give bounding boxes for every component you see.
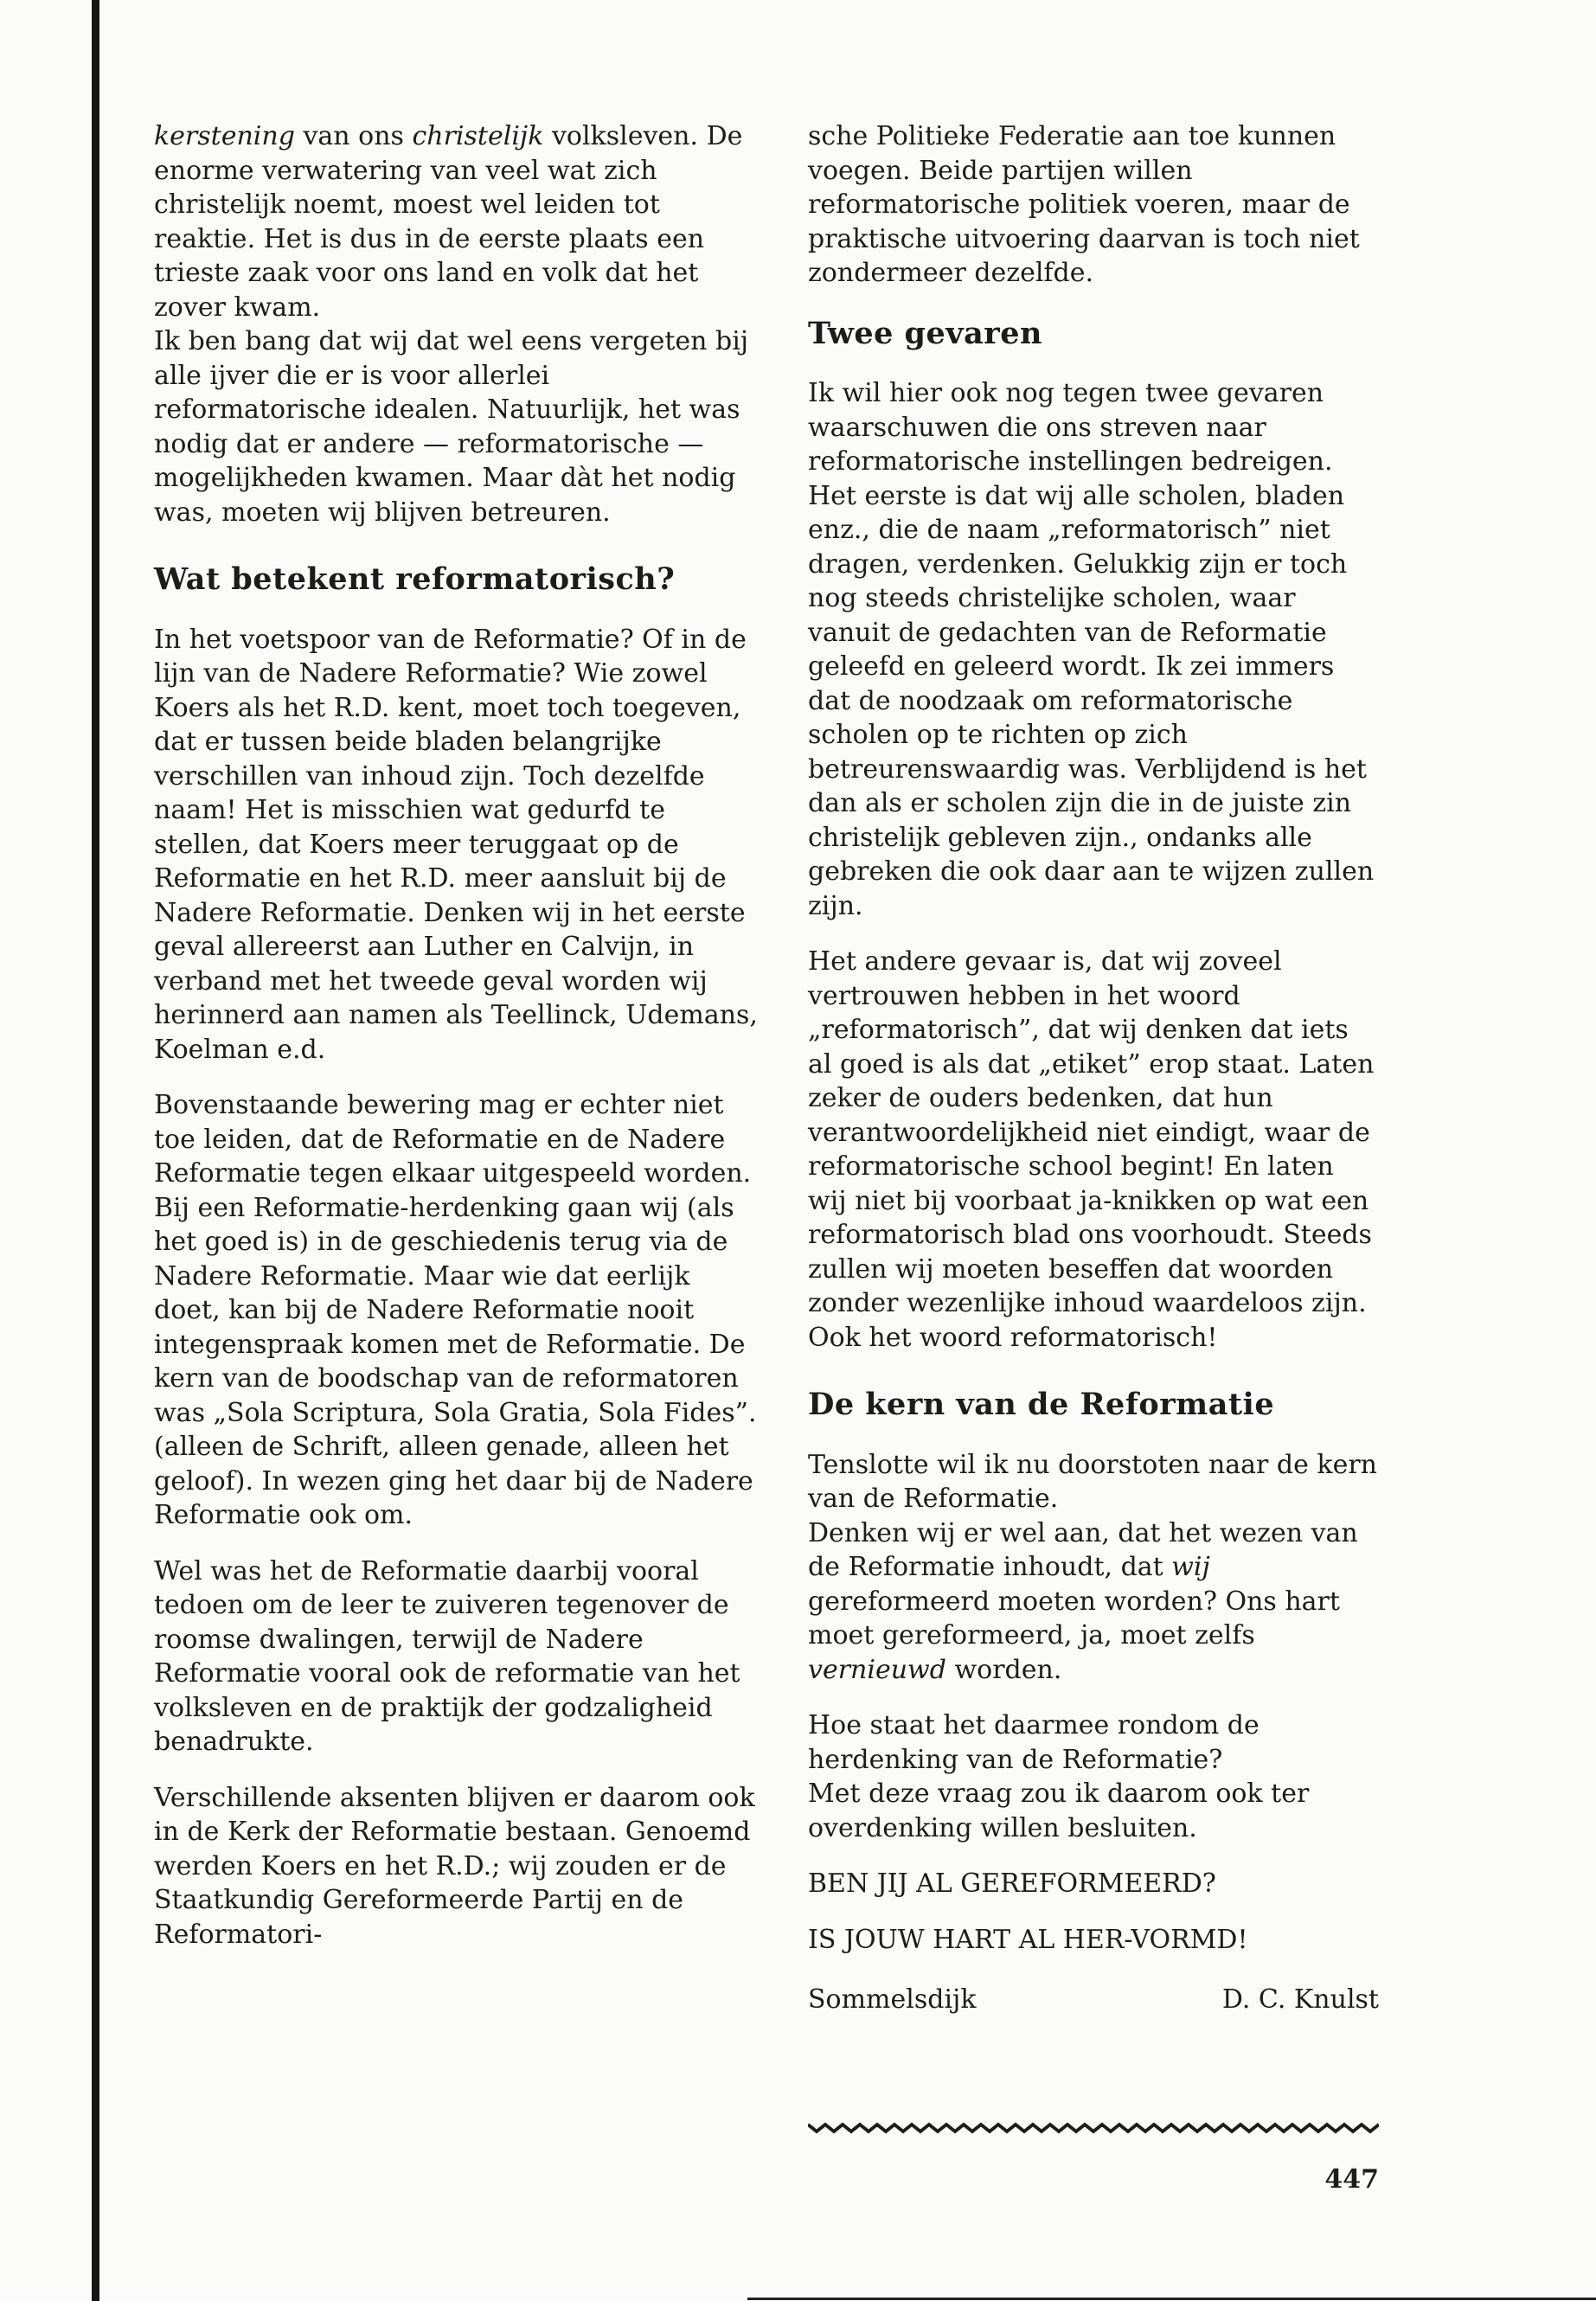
paragraph: Met deze vraag zou ik daarom ook ter overdenking willen besluiten.: [808, 1779, 1310, 1843]
signature-place: Sommelsdijk: [808, 1984, 977, 2015]
right-column: [808, 119, 1379, 2017]
paragraph: sche Politieke Federatie aan toe kunnen voegen. Beide partijen willen reformatorische politiek voeren, maar de praktische uitvoering daarvan is toch niet zondermeer dezelfde.: [808, 121, 1360, 288]
paragraph: Het andere gevaar is, dat wij zoveel vertrouwen hebben in het woord „reformatorisch”, dat wij denken dat iets al goed is als dat „etiket” erop staat. Laten zeker de ouders bedenken, dat hun verantwoordelijkheid niet eindigt, waar de reformatorische school begint! En laten wij niet bij voorbaat ja-knikken op wat een reformatorisch blad ons voorhoudt. Steeds zullen wij moeten beseffen dat woorden zonder wezenlijke inhoud waardeloos zijn. Ook het woord reformatorisch!: [808, 946, 1375, 1353]
left-column: [154, 119, 760, 1973]
paragraph: Verschillende aksenten blijven er daarom ook in de Kerk der Reformatie bestaan. Genoemd werden Koers en het R.D.; wij zouden er de Staatkundig Gereformeerde Partij en de Reformatori-: [154, 1782, 755, 1950]
section-heading: Twee gevaren: [808, 315, 1042, 351]
section-heading: De kern van de Reformatie: [808, 1387, 1275, 1422]
paragraph: Ik ben bang dat wij dat wel eens vergeten bij alle ijver die er is voor allerlei reformatorische idealen. Natuurlijk, het was nodig dat er andere — reformatorische — mogelijkheden kwamen. Maar dàt het nodig was, moeten wij blijven betreuren.: [154, 326, 749, 528]
section-heading: Wat betekent reformatorisch?: [154, 561, 676, 597]
signature-author: D. C. Knulst: [1221, 1984, 1379, 2015]
closing-line: IS JOUW HART AL HER-VORMD!: [808, 1924, 1248, 1955]
paragraph: Bij een Reformatie-herdenking gaan wij (als het goed is) in de geschiedenis terug via de Nadere Reformatie. Maar wie dat eerlijk doet, kan bij de Nadere Reformatie nooit integenspraak komen met de Reformatie. De kern van de boodschap van de reformatoren was „Sola Scriptura, Sola Gratia, Sola Fides”. (alleen de Schrift, alleen genade, alleen het geloof). In wezen ging het daar bij de Nadere Reformatie ook om.: [154, 1192, 757, 1530]
closing-line: BEN JIJ AL GEREFORMEERD?: [808, 1868, 1216, 1899]
paragraph: In het voetspoor van de Reformatie? Of in de lijn van de Nadere Reformatie? Wie zowel Koers als het R.D. kent, moet toch toegeven, dat er tussen beide bladen belangrijke verschillen van inhoud zijn. Toch dezelfde naam! Het is misschien wat gedurfd te stellen, dat Koers meer teruggaat op de Reformatie en het R.D. meer aansluit bij de Nadere Reformatie. Denken wij in het eerste geval allereerst aan Luther en Calvijn, in verband met het tweede geval worden wij herinnerd aan namen als Teellinck, Udemans, Koelman e.d.: [154, 624, 758, 1065]
paragraph: Het eerste is dat wij alle scholen, bladen enz., die de naam „reformatorisch” niet dragen, verdenken. Gelukkig zijn er toch nog steeds christelijke scholen, waar vanuit de gedachten van de Reformatie geleefd en geleerd wordt. Ik zei immers dat de noodzaak om reformatorische scholen op te richten op zich betreurenswaardig was. Verblijdend is het dan als er scholen zijn die in de juiste zin christelijk gebleven zijn., ondanks alle gebreken die ook daar aan te wijzen zullen zijn.: [808, 480, 1375, 921]
paragraph: Ik wil hier ook nog tegen twee gevaren waarschuwen die ons streven naar reformatorische instellingen bedreigen.: [808, 378, 1333, 477]
bottom-rule: [747, 2298, 1596, 2300]
paragraph: kerstening van ons christelijk volksleven. De enorme verwatering van veel wat zich christelijk noemt, moest wel leiden tot reaktie. Het is dus in de eerste plaats een trieste zaak voor ons land en volk dat het zover kwam.: [154, 121, 743, 323]
decorative-divider: [808, 2121, 1379, 2135]
paragraph: Tenslotte wil ik nu doorstoten naar de kern van de Reformatie.: [808, 1449, 1378, 1514]
signature-line: [808, 1983, 1379, 2017]
scan-edge-bar: [92, 0, 99, 2301]
paragraph: Denken wij er wel aan, dat het wezen van de Reformatie inhoudt, dat wij gereformeerd moeten worden? Ons hart moet gereformeerd, ja, moet zelfs vernieuwd worden.: [808, 1517, 1358, 1685]
paragraph: Hoe staat het daarmee rondom de herdenking van de Reformatie?: [808, 1710, 1259, 1775]
page-number: 447: [1324, 2164, 1379, 2195]
paragraph: Bovenstaande bewering mag er echter niet toe leiden, dat de Reformatie en de Nadere Reformatie tegen elkaar uitgespeeld worden.: [154, 1090, 752, 1189]
paragraph: Wel was het de Reformatie daarbij vooral tedoen om de leer te zuiveren tegenover de roomse dwalingen, terwijl de Nadere Reformatie vooral ook de reformatie van het volksleven en de praktijk der godzaligheid benadrukte.: [154, 1555, 740, 1757]
